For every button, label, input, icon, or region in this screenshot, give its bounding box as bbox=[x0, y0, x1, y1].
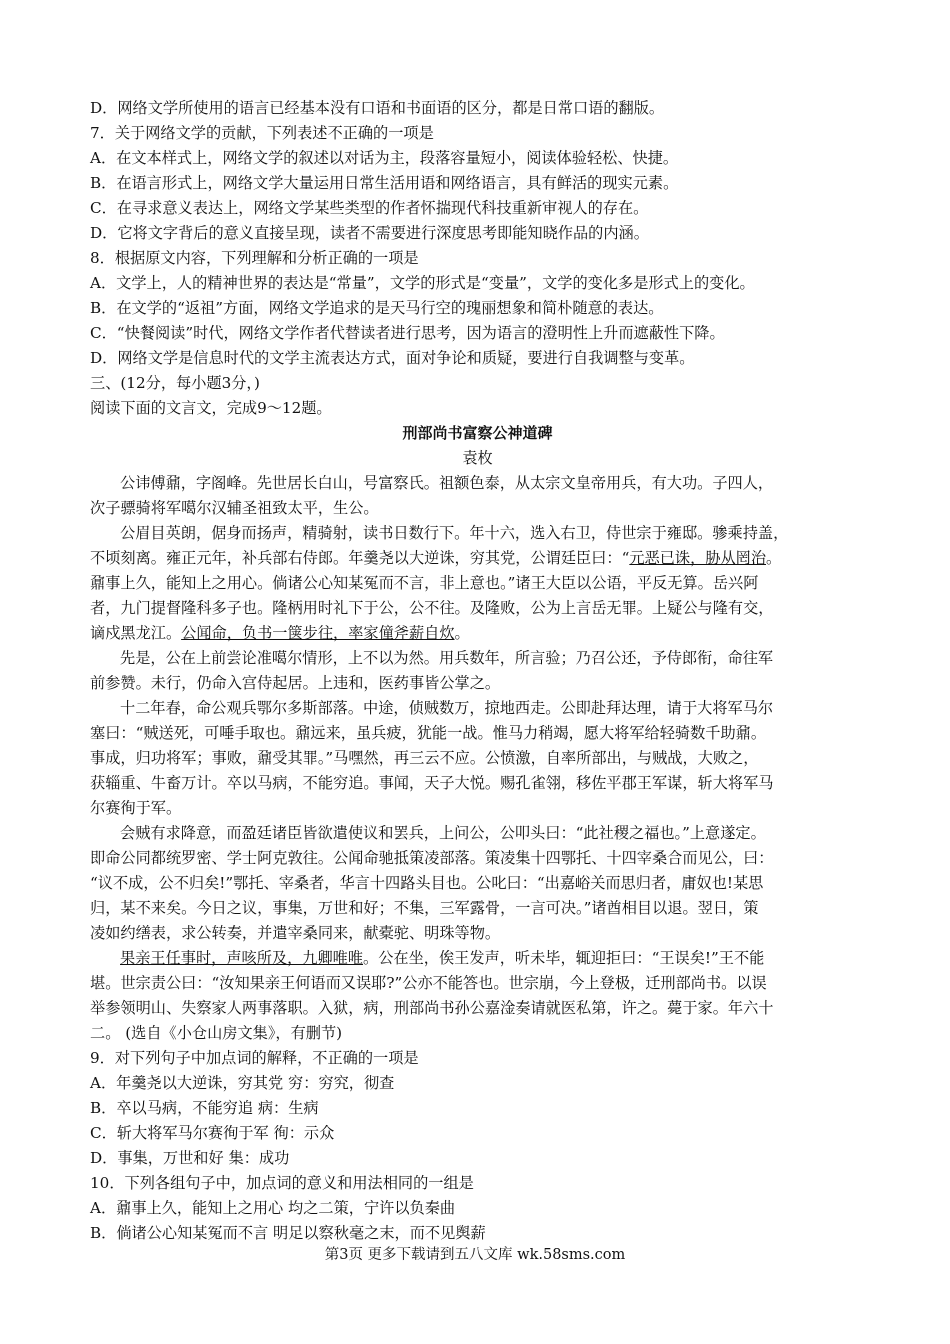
option-line: B．在语言形式上，网络文学大量运用日常生活用语和网络语言，具有鲜活的现实元素。 bbox=[90, 174, 679, 192]
paragraph-line: 者，九门提督隆科多子也。隆柄用时礼下于公，公不往。及隆败，公为上言岳无罪。上疑公与隆有交， bbox=[90, 599, 774, 617]
section-heading: 三、(12分，每小题3分，) bbox=[90, 374, 260, 392]
article-title: 刑部尚书富察公神道碑 bbox=[402, 424, 553, 442]
option-line: A．年羹尧以大逆诛，穷其党 穷：穷究，彻查 bbox=[90, 1074, 395, 1092]
option-line: D．网络文学是信息时代的文学主流表达方式，面对争论和质疑，要进行自我调整与变革。 bbox=[90, 349, 695, 367]
paragraph-line: 十二年春，命公观兵鄂尔多斯部落。中途，侦贼数万，掠地西走。公即赴拜达理，请于大将军马尔 bbox=[120, 699, 774, 717]
text-span: 。公在坐，俟王发声，听未毕，辄迎拒曰：“王误矣!”王不能 bbox=[363, 949, 765, 967]
paragraph-line: 二。 (选自《小仓山房文集》，有删节) bbox=[90, 1024, 343, 1042]
option-line: B．在文学的“返祖”方面，网络文学追求的是天马行空的瑰丽想象和简朴随意的表达。 bbox=[90, 299, 664, 317]
option-line: A．在文本样式上，网络文学的叙述以对话为主，段落容量短小，阅读体验轻松、快捷。 bbox=[90, 149, 679, 167]
paragraph-line: 鼐事上久，能知上之用心。倘诸公心知某冤而不言，非上意也。”诸王大臣以公语，平反无算。岳兴阿 bbox=[90, 574, 759, 592]
question-stem: 10．下列各组句子中，加点词的意义和用法相同的一组是 bbox=[90, 1174, 474, 1192]
page-footer: 第3页 更多下载请到五八文库 wk.58sms.com bbox=[324, 1247, 626, 1263]
text-span: 不顷刻离。雍正元年，补兵部右侍郎。年羹尧以大逆诛，穷其党，公谓廷臣曰：“ bbox=[90, 549, 630, 567]
underlined-sentence: 公闻命，负书一箧步往，率家僮斧薪自炊 bbox=[181, 624, 455, 642]
text-span: 谪戍黑龙江。 bbox=[90, 624, 182, 642]
paragraph-line: 尔赛徇于军。 bbox=[90, 799, 182, 817]
paragraph-line: 举参领明山、失察家人两事落职。入狱，病，刑部尚书孙公嘉淦奏请就医私第，许之。薨于家。年六十 bbox=[90, 999, 774, 1017]
paragraph-line: 即命公同都统罗密、学士阿克敦往。公闻命驰抵策凌部落。策凌集十四鄂托、十四宰桑合而见公，曰： bbox=[90, 849, 774, 867]
option-line: C．斩大将军马尔赛徇于军 徇：示众 bbox=[90, 1124, 335, 1142]
paragraph-line bbox=[90, 946, 865, 971]
paragraph-line: 堪。世宗责公曰：“汝知果亲王何语而又误耶?”公亦不能答也。世宗崩，今上登极，迁刑部尚书。以误 bbox=[90, 974, 767, 992]
option-line: C．“快餐阅读”时代，网络文学作者代替读者进行思考，因为语言的澄明性上升而遮蔽性下降。 bbox=[90, 324, 725, 342]
paragraph-line: 凌如约缮表，求公转奏，并遣宰桑同来，献橐驼、明珠等物。 bbox=[90, 924, 501, 942]
paragraph-line: 塞曰：“贼送死，可唾手取也。鼐远来，虽兵疲，犹能一战。惟马力稍竭，愿大将军给轻骑数千助鼐。 bbox=[90, 724, 767, 742]
paragraph-line: “议不成，公不归矣!”鄂托、宰桑者，华言十四路头目也。公叱曰：“出嘉峪关而思归者，庸奴也!某思 bbox=[90, 874, 764, 892]
text-span: 。 bbox=[454, 624, 470, 642]
paragraph-line: 公眉目英朗，倨身而扬声，精骑射，读书日数行下。年十六，选入右卫，侍世宗于雍邸。骖乘持盖， bbox=[120, 524, 789, 542]
text-span: 。 bbox=[766, 549, 782, 567]
paragraph-line: 会贼有求降意，而盈廷诸臣皆欲遣使议和罢兵，上问公，公叩头曰：“此社稷之福也。”上意遂定。 bbox=[120, 824, 766, 842]
question-stem: 7．关于网络文学的贡献，下列表述不正确的一项是 bbox=[90, 124, 434, 142]
option-line: D．网络文学所使用的语言已经基本没有口语和书面语的区分，都是日常口语的翻版。 bbox=[90, 99, 665, 117]
underlined-sentence: 元恶已诛，胁从罔治 bbox=[629, 549, 767, 567]
question-stem: 9．对下列句子中加点词的解释，不正确的一项是 bbox=[90, 1049, 419, 1067]
question-stem: 8．根据原文内容，下列理解和分析正确的一项是 bbox=[90, 249, 419, 267]
paragraph-line: 次子骠骑将军噶尔汉辅圣祖致太平，生公。 bbox=[90, 499, 379, 517]
paragraph-line bbox=[90, 621, 865, 646]
section-instruction: 阅读下面的文言文，完成9～12题。 bbox=[90, 399, 332, 417]
document-page bbox=[90, 96, 865, 1246]
paragraph-line: 事成，归功将军；事败，鼐受其罪。”马嘿然，再三云不应。公愤激，自率所部出，与贼战，大败之， bbox=[90, 749, 759, 767]
paragraph-line: 前参赞。未行，仍命入宫侍起居。上违和，医药事皆公掌之。 bbox=[90, 674, 501, 692]
paragraph-line: 获辎重、牛畜万计。卒以马病，不能穷追。事闻，天子大悦。赐孔雀翎，移佐平郡王军谋，斩大将军马 bbox=[90, 774, 774, 792]
option-line: B．倘诸公心知某冤而不言 明足以察秋毫之末，而不见舆薪 bbox=[90, 1224, 486, 1242]
paragraph-line: 公讳傅鼐，字阁峰。先世居长白山，号富察氏。祖额色泰，从太宗文皇帝用兵，有大功。子四人， bbox=[120, 474, 774, 492]
option-line: A．鼐事上久，能知上之用心 均之二策，宁许以负秦曲 bbox=[90, 1199, 456, 1217]
option-line: C．在寻求意义表达上，网络文学某些类型的作者怀揣现代科技重新审视人的存在。 bbox=[90, 199, 649, 217]
paragraph-line: 先是，公在上前尝论准噶尔情形，上不以为然。用兵数年，所言验；乃召公还，予侍郎衔，命往军 bbox=[120, 649, 774, 667]
paragraph-line bbox=[90, 546, 865, 571]
option-line: D．事集，万世和好 集：成功 bbox=[90, 1149, 290, 1167]
underlined-sentence: 果亲王任事时，声咳所及，九卿唯唯 bbox=[120, 949, 363, 967]
paragraph-line: 归，某不来矣。今日之议，事集，万世和好；不集，三军露骨，一言可决。”诸酋相目以退。翌日，策 bbox=[90, 899, 759, 917]
option-line: D．它将文字背后的意义直接呈现，读者不需要进行深度思考即能知晓作品的内涵。 bbox=[90, 224, 649, 242]
option-line: A．文学上，人的精神世界的表达是“常量”，文学的形式是“变量”，文学的变化多是形式上的变化。 bbox=[90, 274, 755, 292]
option-line: B．卒以马病，不能穷追 病：生病 bbox=[90, 1099, 319, 1117]
article-author: 袁枚 bbox=[462, 449, 493, 467]
